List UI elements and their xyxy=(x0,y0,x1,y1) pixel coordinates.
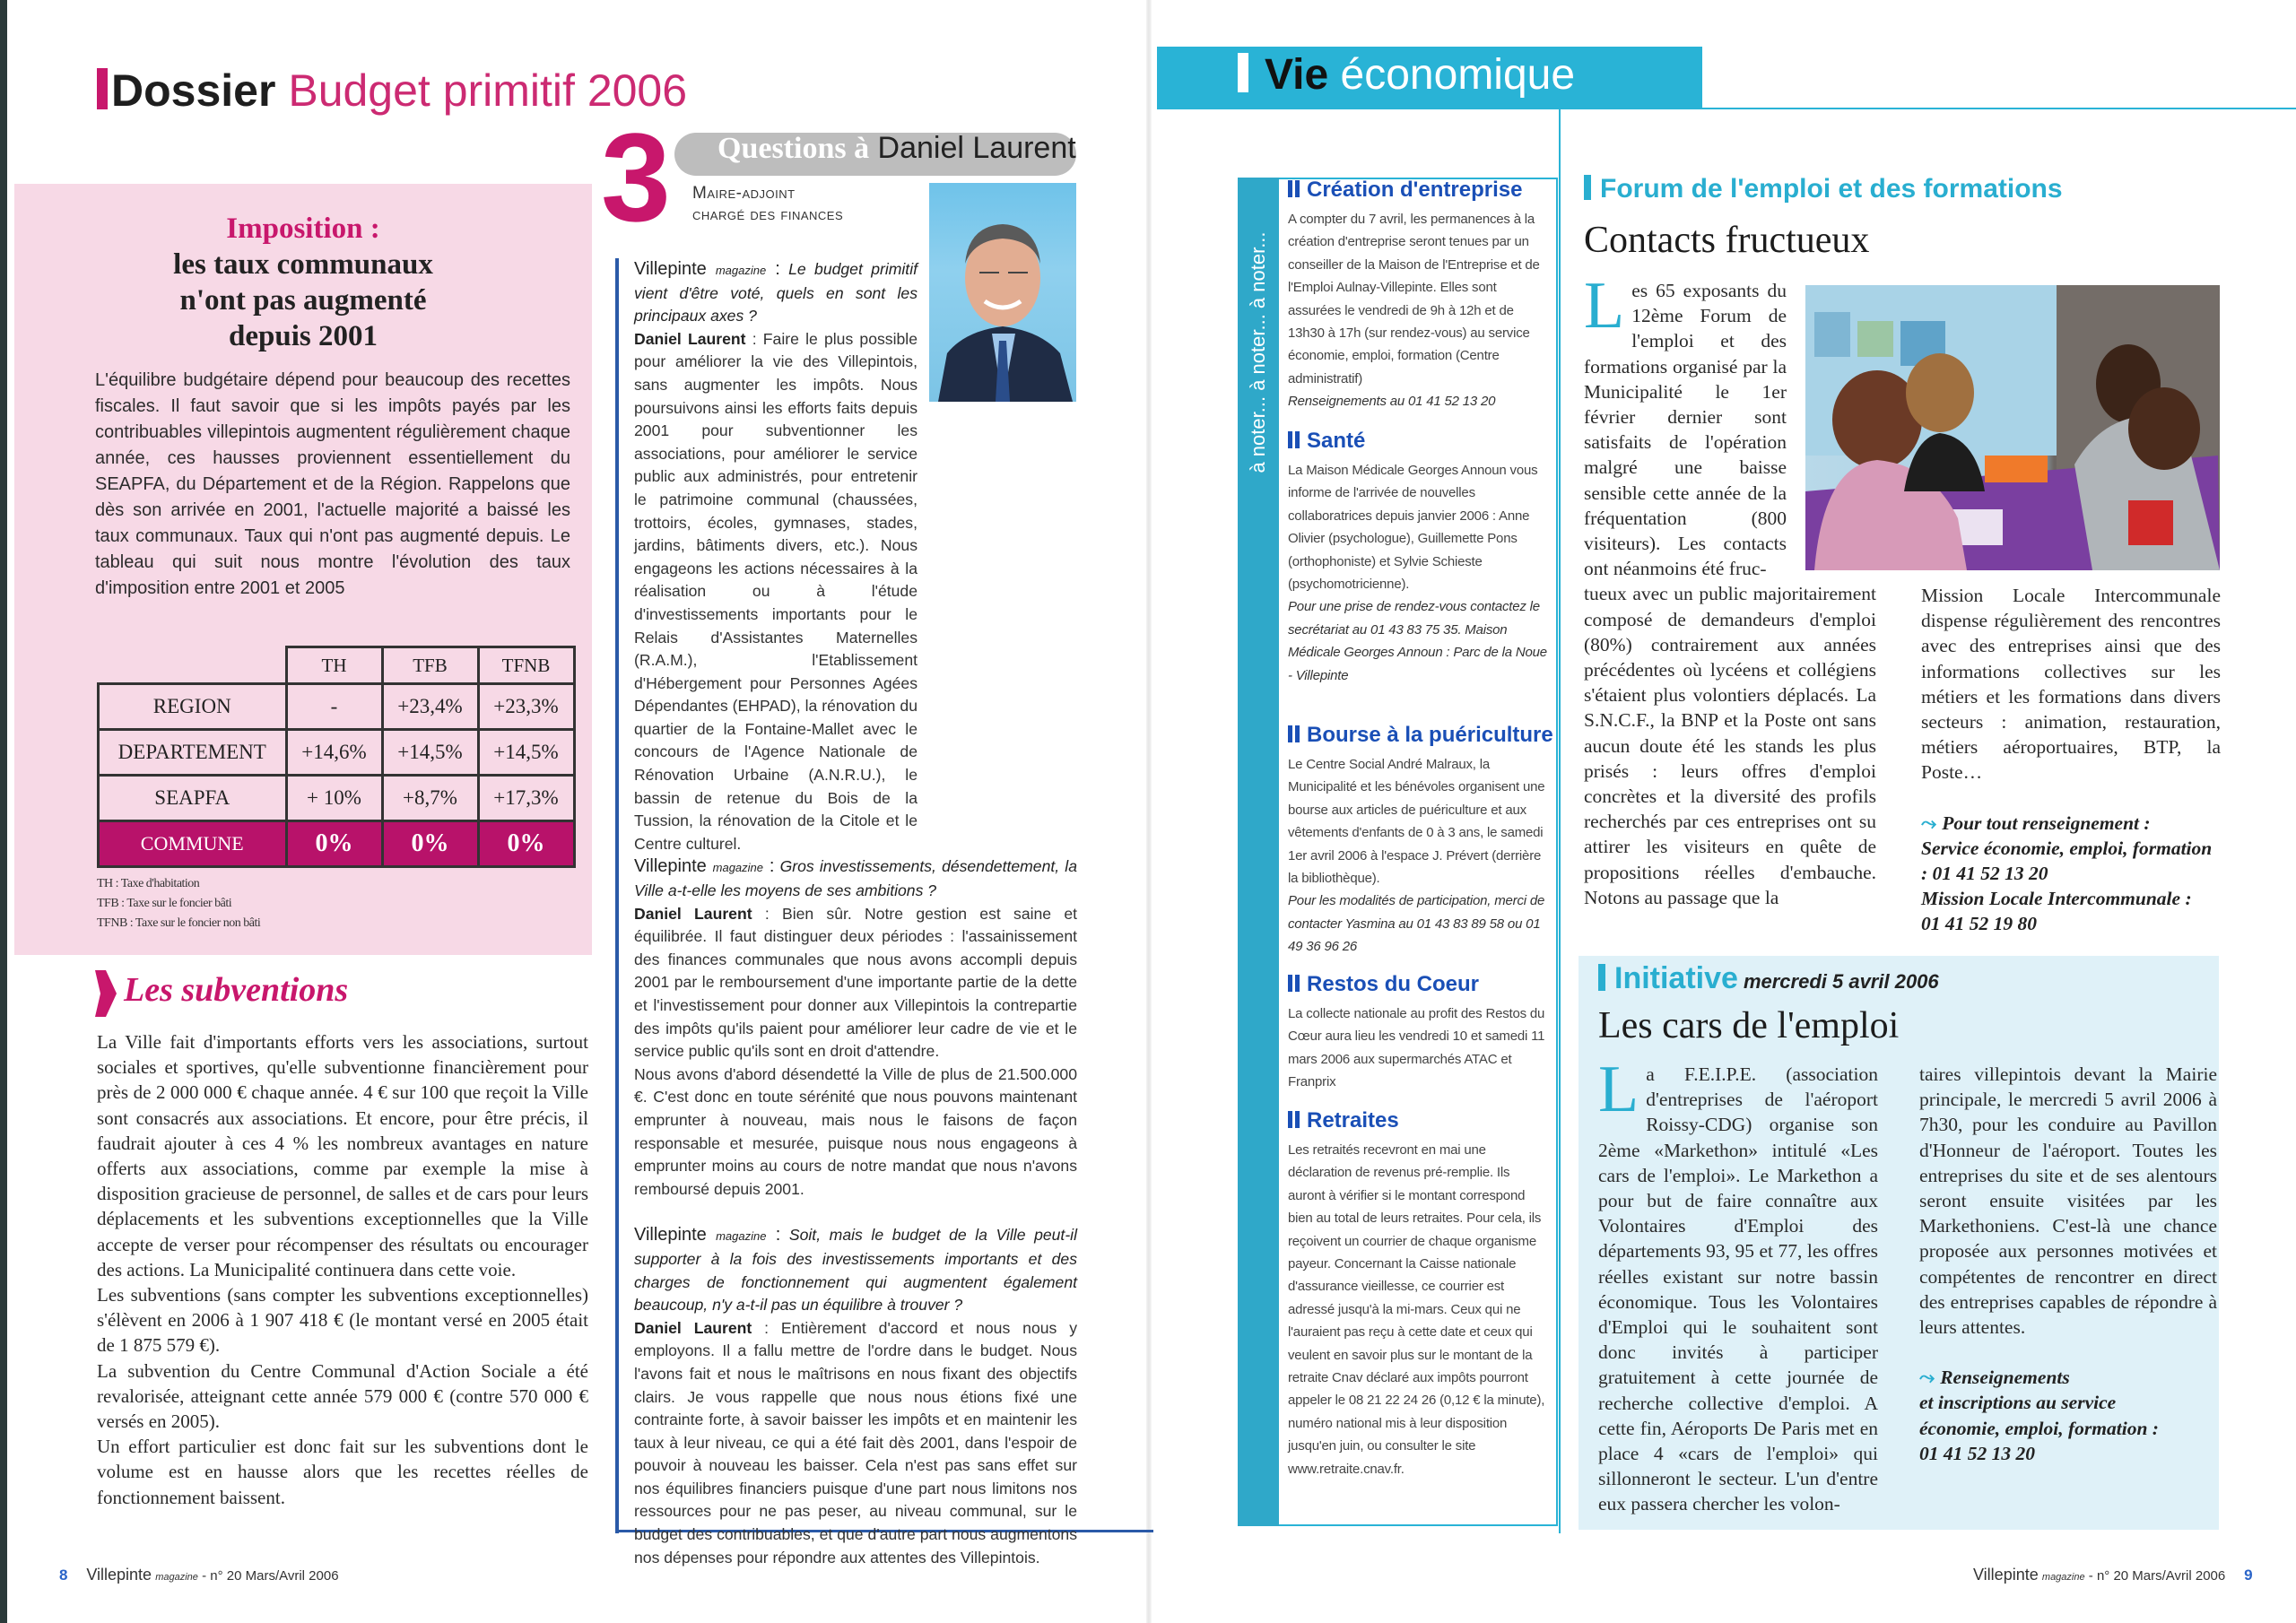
page-number: 9 xyxy=(2244,1567,2253,1584)
forum-body: Mission Locale Intercommunale dispense régulièrement des rencontres avec des entreprises ainsi que des informations collectives sur les métiers et les formations dans divers secteurs : animation, restauration, métiers aéroportuaires, BTP, la Poste… xyxy=(1921,585,2221,784)
magazine-label: Villepinte magazine : xyxy=(634,1225,781,1245)
table-cell: 0% xyxy=(286,821,382,867)
column-header: TH xyxy=(286,647,382,684)
table-corner xyxy=(99,647,287,684)
arrow-curve-icon: ⤳ xyxy=(1921,812,1937,834)
section-title xyxy=(1238,50,1575,100)
initiative-body: a F.E.I.P.E. (association d'entreprises de l'aéroport Roissy-CDG) organise son 2ème «Markethon» intitulé «Les cars de l'emploi». Le Markethon a pour but de faire connaître aux Volontaires d'Emploi des départements 93, 95 et 77, les offres réelles existant sur notre bassin économique. Tous les Volontaires d'Emploi qui le souhaitent sont donc invités à participer gratuitement à cette journée de recherche collective d'emploi. A cette fin, Aéroports De Paris met en place 4 «cars de l'emploi» qui sillonneront le secteur. L'un d'entre eux passera chercher les volon- xyxy=(1598,1063,1878,1515)
section-bar-icon xyxy=(1238,53,1248,92)
double-bar-icon xyxy=(1295,975,1300,992)
question: Gros investissements, désendettement, la Ville a-t-elle les moyens de ses ambitions ? xyxy=(634,857,1077,900)
paragraph: La subvention du Centre Communal d'Action Sociale a été revalorisée, atteignant cette année 579 000 € (contre 570 000 € versés en 2005). xyxy=(97,1359,588,1433)
magazine-sub: magazine xyxy=(716,1229,767,1244)
noter-body-text: Le Centre Social André Malraux, la Municipalité et les bénévoles organisent une bourse aux articles de puériculture et aux vêtements d'enfants de 0 à 3 ans, le samedi 1er avril 2006 à l'espace J. Prévert (derrière la bibliothèque). xyxy=(1288,757,1545,887)
imposition-box xyxy=(14,184,592,955)
table-cell: +14,6% xyxy=(286,730,382,776)
speaker: Daniel Laurent xyxy=(634,329,746,348)
contact-line: économie, emploi, formation : xyxy=(1919,1417,2159,1439)
header-rule xyxy=(1702,108,2296,109)
footer-magazine-sub: magazine xyxy=(155,1572,198,1583)
double-bar-icon xyxy=(1288,975,1292,992)
interview-body xyxy=(634,258,1077,1593)
noter-title-text: Restos du Coeur xyxy=(1307,972,1480,996)
speaker: Daniel Laurent xyxy=(634,904,752,923)
row-label: DEPARTEMENT xyxy=(99,730,287,776)
initiative-contact xyxy=(1919,1365,2217,1466)
table-cell: +17,3% xyxy=(478,776,574,821)
noter-item-title xyxy=(1288,723,1553,748)
noter-title-text: Bourse à la puériculture xyxy=(1307,723,1553,747)
table-row xyxy=(99,730,575,776)
section-label: Vie xyxy=(1265,51,1329,99)
tax-rates-table xyxy=(97,646,576,868)
interview-title xyxy=(718,131,1076,166)
answer: Nous avons d'abord désendetté la Ville de plus de 21.500.000 €. C'est donc en toute sérénité que nous pouvons maintenant emprunter à nouveau, mais nous le faisons de façon responsable et mesurée, puisque nous nous engageons à emprunter moins au cours de notre mandat que nous n'avons remboursé depuis 2001. xyxy=(634,1064,1077,1198)
column-rule xyxy=(1559,108,1561,1533)
noter-body-text: A compter du 7 avril, les permanences à la création d'entreprise seront tenues par un conseiller de la Maison de l'Entreprise et de l'Emploi Aulnay-Villepinte. Elles sont assurées le vendredi de 9h à 12h et de 13h30 à 17h (sur rendez-vous) au service économie, emploi, formation (Centre administratif) xyxy=(1288,212,1540,386)
initiative-body: taires villepintois devant la Mairie principale, le mercredi 5 avril 2006 à 7h30, pour les conduire au Pavillon d'Honneur de l'aéroport. Toutes les entreprises du site et de ses alentours seront ensuite visitées par les Markethoniens. C'est-là une chance proposée aux personnes motivées et compétentes de rencontrer en direct des entreprises capables de répondre à leurs attentes. xyxy=(1919,1063,2217,1339)
forum-column-1 xyxy=(1584,269,1876,910)
section-bar-icon xyxy=(97,68,108,109)
kicker-bar-icon xyxy=(1598,964,1605,991)
subventions-title: Les subventions xyxy=(124,971,349,1009)
footer-issue: - n° 20 Mars/Avril 2006 xyxy=(202,1568,339,1584)
page-footer-right xyxy=(1973,1566,2253,1584)
speaker: Daniel Laurent xyxy=(634,1318,752,1337)
imposition-title xyxy=(14,211,592,354)
role-line: Maire-adjoint xyxy=(692,184,796,203)
table-cell: - xyxy=(286,684,382,730)
qa-block: Villepinte magazine : Le budget primitif vient d'être voté, quels en sont les principaux axes ? Daniel Laurent : Faire le plus possible pour améliorer la vie des Villepintois, sans augmenter les impôts. Nous poursuivons ainsi les efforts faits depuis 2001 pour subventionner les associations, pour améliorer le service public aux administrés, pour entretenir le patrimoine communal (chaussées, trottoirs, écoles, gymnases, stades, jardins, bâtiments divers, etc.). Nous engageons les actions nécessaires à la réalisation ou à l'étude d'investissements importants pour le Relais d'Assistantes Maternelles (R.A.M.), l'Etablissement d'Hébergement pour Personnes Agées Dépendantes (EHPAD), la rénovation du quartier de la Fontaine-Mallet avec le concours de l'Agence Nationale de Rénovation Urbaine (A.N.R.U.), le bassin de retenue du Bois de la Tussion, la rénovation de la Citole et le Centre culturel. xyxy=(634,259,918,853)
table-cell: +14,5% xyxy=(382,730,478,776)
table-cell: 0% xyxy=(382,821,478,867)
arrow-curve-icon: ⤳ xyxy=(1919,1367,1935,1389)
contact-line: Mission Locale Intercommunale : xyxy=(1921,888,2192,910)
page-fold xyxy=(1146,0,1152,1623)
drop-cap: L xyxy=(1598,1053,1639,1126)
table-header-row xyxy=(99,647,575,684)
noter-item-body xyxy=(1288,208,1548,413)
initiative-column-2 xyxy=(1919,1062,2217,1466)
magazine-name: Villepinte xyxy=(634,1225,707,1245)
double-bar-icon xyxy=(1288,180,1292,197)
double-bar-icon xyxy=(1288,1111,1292,1128)
section-title xyxy=(97,65,687,117)
forum-title: Contacts fructueux xyxy=(1584,220,1870,261)
contact-line xyxy=(1921,811,2221,836)
table-cell: + 10% xyxy=(286,776,382,821)
forum-kicker xyxy=(1584,174,2063,204)
paragraph: Les subventions (sans compter les subventions exceptionnelles) s'élèvent en 2006 à 1 907 418 € (le montant versé en 2005 était de 1 875 579 €). xyxy=(97,1284,588,1357)
initiative-kicker xyxy=(1598,961,1939,996)
a-noter-label xyxy=(1238,178,1279,527)
interview-name: Daniel Laurent xyxy=(877,131,1076,165)
paragraph: La Ville fait d'importants efforts vers les associations, surtout sociales et sportives, qu'elle subventionne financièrement pour près de 2 000 000 € chaque année. 4 € sur 100 que reçoit la Ville sont consacrés aux associations. Et encore, pour être précis, il faudrait ajouter à ces 4 % les nombreux avantages en nature offerts aux associations, comme par exemple la mise à disposition gracieuse de personnel, de salles et de cars pour leurs déplacements et les subventions exceptionnelles que la Ville accepte de verser pour récompenser des résultats ou encourager des actions. La Municipalité continuera dans cette voie. xyxy=(97,1031,588,1280)
legend-item: TFB : Taxe sur le foncier bâti xyxy=(97,897,232,910)
subventions-body xyxy=(97,1029,588,1510)
imposition-title-line: Imposition : xyxy=(226,213,380,245)
noter-item-body xyxy=(1288,1139,1548,1480)
double-bar-icon xyxy=(1295,431,1300,448)
page-edge xyxy=(0,0,7,1623)
double-bar-icon xyxy=(1288,725,1292,742)
arrow-marker-icon xyxy=(95,970,117,1017)
a-noter-text: à noter... à noter... à noter... xyxy=(1247,231,1269,473)
noter-item-body xyxy=(1288,1002,1548,1094)
footer-magazine: Villepinte xyxy=(1973,1566,2039,1584)
role-line: chargé des finances xyxy=(692,205,844,224)
interview-rule xyxy=(615,258,619,1533)
double-bar-icon xyxy=(1288,431,1292,448)
forum-intro xyxy=(1584,269,1787,581)
interview-number: 3 xyxy=(601,107,665,247)
forum-column-2 xyxy=(1921,583,2221,937)
initiative-date: mercredi 5 avril 2006 xyxy=(1743,970,1939,993)
initiative-kicker-text: Initiative xyxy=(1614,961,1738,995)
magazine-sub: magazine xyxy=(715,264,767,277)
noter-item-title xyxy=(1288,1108,1548,1133)
column-header: TFB xyxy=(382,647,478,684)
drop-cap: L xyxy=(1584,269,1625,343)
imposition-title-line: les taux communaux xyxy=(173,248,433,281)
imposition-title-line: depuis 2001 xyxy=(229,320,378,352)
imposition-title-line: n'ont pas augmenté xyxy=(179,284,427,317)
interview-title-bold: Questions à xyxy=(718,132,870,165)
table-cell: +8,7% xyxy=(382,776,478,821)
section-subtitle: économique xyxy=(1340,51,1576,99)
noter-note: Pour les modalités de participation, merci de contacter Yasmina au 01 43 83 89 58 ou 01 49 36 96 26 xyxy=(1288,893,1545,955)
initiative-title: Les cars de l'emploi xyxy=(1598,1005,1900,1046)
noter-item-body xyxy=(1288,459,1548,687)
question: Soit, mais le budget de la Ville peut-il supporter à la fois des investissements importants et des charges de fonctionnement qui augmentent également beaucoup, n'y a-t-il pas un équilibre à trouver ? xyxy=(634,1226,1077,1315)
double-bar-icon xyxy=(1295,725,1300,742)
noter-note: Pour une prise de rendez-vous contactez le secrétariat au 01 43 83 75 35. Maison Médicale Georges Announ : Parc de la Noue - Villepinte xyxy=(1288,599,1547,683)
magazine-sub: magazine xyxy=(712,861,764,875)
footer-magazine: Villepinte xyxy=(86,1566,152,1584)
initiative-column-1 xyxy=(1598,1053,1878,1517)
forum-kicker-text: Forum de l'emploi et des formations xyxy=(1600,174,2063,204)
noter-item xyxy=(1288,972,1548,1094)
contact-text: Renseignements xyxy=(1940,1367,2070,1389)
noter-item-title xyxy=(1288,178,1548,203)
table-cell: +23,3% xyxy=(478,684,574,730)
contact-line: 01 41 52 13 20 xyxy=(1919,1442,2035,1464)
page-number: 8 xyxy=(59,1567,68,1584)
noter-title-text: Santé xyxy=(1307,429,1366,453)
noter-item xyxy=(1288,429,1548,687)
row-label: COMMUNE xyxy=(99,821,287,867)
table-row-commune xyxy=(99,821,575,867)
noter-item xyxy=(1288,1108,1548,1480)
table-cell: +23,4% xyxy=(382,684,478,730)
row-label: SEAPFA xyxy=(99,776,287,821)
kicker-bar-icon xyxy=(1584,175,1591,200)
noter-item-title xyxy=(1288,429,1548,454)
qa-block: Villepinte magazine : Gros investissements, désendettement, la Ville a-t-elle les moyens de ses ambitions ? Daniel Laurent : Bien sûr. Notre gestion est saine et équilibrée. Il faut distinguer deux périodes : l'assainissement des finances communales que nous avons accompli depuis 2001 par le remboursement d'une importante partie de la dette et l'investissement pour donner aux Villepintois la contrepartie des impôts qu'ils paient pour améliorer leur cadre de vie et le service public qu'ils sont en droit d'attendre. Nous avons d'abord désendetté la Ville de plus de 21.500.000 €. C'est donc en toute sérénité que nous pouvons maintenant emprunter à nouveau, mais nous le faisons de façon responsable et mesurée, puisque nous nous engageons à emprunter moins au cours de notre mandat que nous n'avons remboursé depuis 2001. xyxy=(634,856,1078,1198)
noter-item-body xyxy=(1288,753,1548,959)
contact-line xyxy=(1919,1365,2217,1390)
page-footer-left xyxy=(59,1566,339,1584)
noter-body-text: Les retraités recevront en mai une déclaration de revenus pré-remplie. Ils auront à vérifier si le montant correspond bien au total de leurs retraites. Pour cela, ils reçoivent un courrier de chaque organisme payeur. Concernant la Caisse nationale d'assurance vieillesse, ce courrier est adressé jusqu'à la mi-mars. Ceux qui ne l'auraient pas reçu à cette date et ceux qui veulent en savoir plus sur le montant de la retraite Cnav déclaré aux impôts pourront appeler le 08 21 22 24 26 (0,12 € la minute), numéro national mis à leur disposition jusqu'en juin, ou consulter le site www.retraite.cnav.fr. xyxy=(1288,1142,1545,1477)
magazine-label: Villepinte magazine : xyxy=(634,259,780,279)
answer: Entièrement d'accord et nous nous y employons. Il a fallu mettre de l'ordre dans le budget. Nous l'avons fait et nous le maîtrisons en nous fixant des objectifs clairs. Je vous rappelle que nous nous étions fixé une contrainte forte, à savoir baisser les impôts et en maintenir les taux à leur niveau, ce qui a été fait dès 2001, dans l'espoir de pouvoir à nouveau les baisser. Cela n'est pas sans effet sur nos équilibres financiers puisque d'une part nous limitons nos ressources pour ne pas peser, au niveau communal, sur le budget des contribuables, et que d'autre part nous augmentons nos dépenses pour répondre aux attentes des Villepintois. xyxy=(634,1318,1078,1567)
row-label: REGION xyxy=(99,684,287,730)
table-cell: +14,5% xyxy=(478,730,574,776)
table-row xyxy=(99,684,575,730)
contact-line: 01 41 52 19 80 xyxy=(1921,913,2037,935)
answer: Faire le plus possible pour améliorer la vie des Villepintois, sans augmenter les impôts. Nous poursuivons ainsi les efforts faits depuis 2001 pour subventionner les associations, pour améliorer le service public aux administrés, pour entretenir le patrimoine communal (chaussées, trottoirs, écoles, gymnases, stades, jardins, bâtiments divers, etc.). Nous engageons les actions nécessaires à la réalisation ou à l'étude d'investissements importants pour le Relais d'Assistantes Maternelles (R.A.M.), l'Etablissement d'Hébergement pour Personnes Agées Dépendantes (EHPAD), la rénovation du quartier de la Fontaine-Mallet avec le concours de l'Agence Nationale de Rénovation Urbaine (A.N.R.U.), le bassin de retenue du Bois de la Tussion, la rénovation de la Citole et le Centre culturel. xyxy=(634,329,918,853)
table-row xyxy=(99,776,575,821)
column-header: TFNB xyxy=(478,647,574,684)
section-subtitle: Budget primitif 2006 xyxy=(288,65,688,116)
noter-title-text: Retraites xyxy=(1307,1108,1399,1133)
magazine-name: Villepinte xyxy=(634,259,707,279)
noter-item xyxy=(1288,178,1548,413)
contact-text: Pour tout renseignement : xyxy=(1942,812,2151,834)
forum-intro-text: es 65 exposants du 12ème Forum de l'emploi et des formations organisé par la Municipalité le 1er février dernier sont satisfaits de l'opération malgré une baisse sensible cette année de la fréquentation (800 visiteurs). Les contacts ont néanmoins été fruc- xyxy=(1584,280,1787,580)
contact-line: et inscriptions au service xyxy=(1919,1392,2117,1414)
noter-body-text: La collecte nationale au profit des Restos du Cœur aura lieu les vendredi 10 et samedi 11 mars 2006 aux supermarchés ATAC et Franprix xyxy=(1288,1006,1545,1090)
interview-role xyxy=(692,183,843,226)
forum-body: tueux avec un public majoritairement composé de demandeurs d'emploi (80%) contrairement aux années précédentes où lycéens et collégiens s'étaient plus volontiers déplacés. La S.N.C.F., la BNP et la Poste ont sans aucun doute été les stands les plus prisés : leurs offres d'emploi concrètes et la diversité des profils recherchés par ces entreprises ont su attirer les visiteurs en quête de propositions réelles d'embauche. Notons au passage que la xyxy=(1584,583,1876,908)
magazine-name: Villepinte xyxy=(634,856,707,877)
footer-issue: - n° 20 Mars/Avril 2006 xyxy=(2088,1568,2226,1584)
footer-magazine-sub: magazine xyxy=(2041,1572,2085,1583)
noter-item-title xyxy=(1288,972,1548,997)
magazine-label: Villepinte magazine : xyxy=(634,856,775,877)
imposition-body: L'équilibre budgétaire dépend pour beaucoup des recettes fiscales. Il faut savoir que si les impôts payés par les contribuables villepintois augmentent régulièrement chaque année, ces hausses proviennent essentiellement du SEAPFA, du Département et de la Région. Rappelons que dès son arrivée en 2001, l'actuelle majorité a baissé les taux communaux. Taux qui n'ont pas augmenté depuis. Le tableau qui suit nous montre l'évolution des taux d'imposition entre 2001 et 2005 xyxy=(95,370,570,598)
question: Le budget primitif vient d'être voté, quels en sont les principaux axes ? xyxy=(634,260,918,325)
table-cell: 0% xyxy=(478,821,574,867)
contact-line: Service économie, emploi, formation : 01 41 52 13 20 xyxy=(1921,837,2213,885)
table-legend xyxy=(97,874,260,933)
noter-body-text: La Maison Médicale Georges Announ vous informe de l'arrivée de nouvelles collaboratrices depuis janvier 2006 : Anne Olivier (psychologue), Guillemette Pons (orthophoniste) et Sylvie Schieste (psychomotricienne). xyxy=(1288,463,1538,593)
paragraph: Un effort particulier est donc fait sur les subventions dont le volume est en hausse alors que les recettes réelles de fonctionnement baissent. xyxy=(97,1436,588,1508)
noter-item xyxy=(1288,723,1553,959)
noter-title-text: Création d'entreprise xyxy=(1307,178,1523,202)
double-bar-icon xyxy=(1295,180,1300,197)
legend-item: TH : Taxe d'habitation xyxy=(97,877,200,890)
qa-block: Villepinte magazine : Soit, mais le budget de la Ville peut-il supporter à la fois des investissements importants et des charges de fonctionnement qui augmentent également beaucoup, n'y a-t-il pas un équilibre à trouver ? Daniel Laurent : Entièrement d'accord et nous nous y employons. Il a fallu mettre de l'ordre dans le budget. Nous l'avons fait et nous le maîtrisons en nous fixant des objectifs clairs. Je vous rappelle que nous nous étions fixé une contrainte forte, à savoir baisser les impôts et en maintenir les taux à leur niveau, ce qui a été fait dès 2001, dans l'espoir de pouvoir à nouveau les baisser. Cela n'est pas sans effet sur nos équilibres financiers puisque d'une part nous limitons nos ressources pour ne pas peser, au niveau communal, sur le budget des contribuables, et que d'autre part nous augmentons nos dépenses pour répondre aux attentes des Villepintois. xyxy=(634,1225,1078,1567)
double-bar-icon xyxy=(1295,1111,1300,1128)
forum-contact xyxy=(1921,811,2221,937)
section-label: Dossier xyxy=(111,65,276,116)
legend-item: TFNB : Taxe sur le foncier non bâti xyxy=(97,916,261,930)
answer: Bien sûr. Notre gestion est saine et équilibrée. Il faut distinguer deux périodes : l'assainissement des finances communales que nous avons accompli depuis 2001 par le remboursement d'une importante partie de la dette et l'investissement pour donner aux Villepintois la contrepartie des impôts qu'ils paient pour améliorer leur cadre de vie et le service public qu'ils sont en droit d'attendre. xyxy=(634,904,1078,1061)
noter-note: Renseignements au 01 41 52 13 20 xyxy=(1288,394,1496,410)
